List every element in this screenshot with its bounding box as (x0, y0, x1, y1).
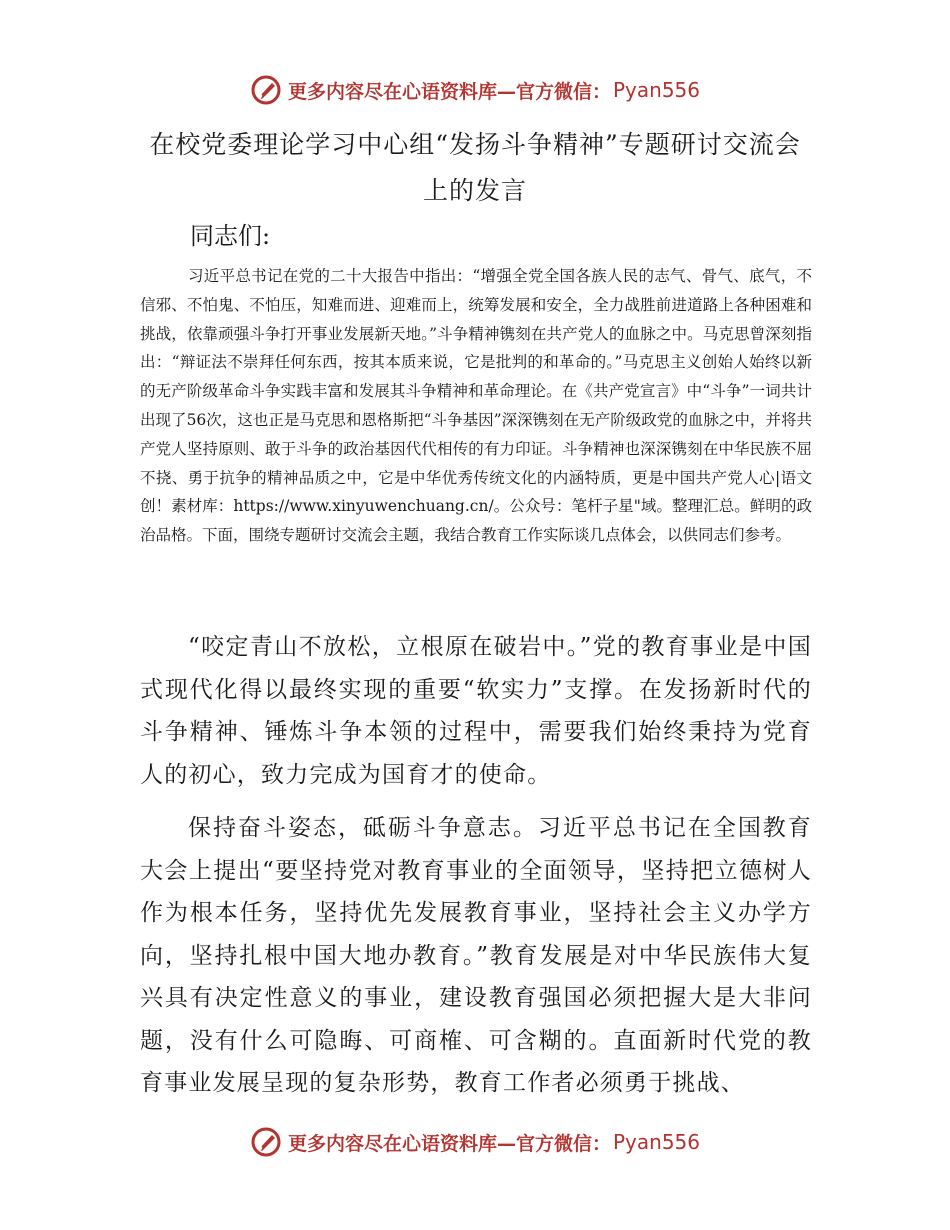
header-banner (0, 70, 950, 110)
banner-wechat-handle: Pyan556 (613, 1130, 701, 1154)
document-title: 在校党委理论学习中心组“发扬斗争精神”专题研讨交流会上的发言 (149, 130, 801, 205)
footer-banner (0, 1122, 950, 1162)
body-paragraph: “咬定青山不放松，立根原在破岩中。”党的教育事业是中国式现代化得以最终实现的重要“软实力”支撑。在发扬新时代的斗争精神、锤炼斗争本领的过程中，需要我们始终秉持为党育人的初心，致力完成为国育才的使命。 (140, 634, 812, 788)
banner-wechat-handle: Pyan556 (613, 78, 701, 102)
ink-pen-logo-icon (250, 1126, 282, 1158)
salutation: 同志们: (190, 222, 271, 250)
intro-paragraph: 习近平总书记在党的二十大报告中指出：“增强全党全国各族人民的志气、骨气、底气，不信邪、不怕鬼、不怕压，知难而进、迎难而上，统筹发展和安全，全力战胜前进道路上各种困难和挑战，依靠顽强斗争打开事业发展新天地。”斗争精神镌刻在共产党人的血脉之中。马克思曾深刻指出：“辩证法不崇拜任何东西，按其本质来说，它是批判的和革命的。”马克思主义创始人始终以新的无产阶级革命斗争实践丰富和发展其斗争精神和革命理论。在《共产党宣言》中“斗争”一词共计出现了56次，这也正是马克思和恩格斯把“斗争基因”深深镌刻在无产阶级政党的血脉之中，并将共产党人坚持原则、敢于斗争的政治基因代代相传的有力印证。斗争精神也深深镌刻在中华民族不屈不挠、勇于抗争的精神品质之中，它是中华优秀传统文化的内涵特质，更是中国共产党人心|语文创！素材库：https://www.xinyuwenchuang.cn/。公众号：笔杆子星"域。整理汇总。鲜明的政治品格。下面，围绕专题研讨交流会主题，我结合教育工作实际谈几点体会，以供同志们参考。 (140, 267, 812, 545)
banner-text: 更多内容尽在心语资料库—官方微信： (287, 80, 611, 103)
banner-text: 更多内容尽在心语资料库—官方微信： (287, 1132, 611, 1155)
ink-pen-logo-icon (250, 74, 282, 106)
body-paragraph: 保持奋斗姿态，砥砺斗争意志。习近平总书记在全国教育大会上提出“要坚持党对教育事业的全面领导，坚持把立德树人作为根本任务，坚持优先发展教育事业，坚持社会主义办学方向，坚持扎根中国大地办教育。”教育发展是对中华民族伟大复兴具有决定性意义的事业，建设教育强国必须把握大是大非问题，没有什么可隐晦、可商榷、可含糊的。直面新时代党的教育事业发展呈现的复杂形势，教育工作者必须勇于挑战、 (140, 815, 812, 1096)
